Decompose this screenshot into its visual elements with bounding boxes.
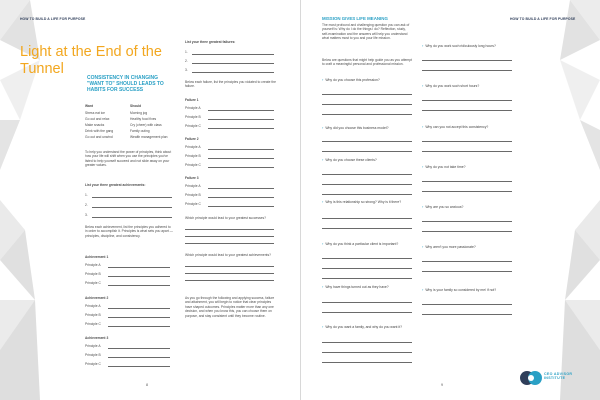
failures-list-title: List your three greatest failures: [185,40,236,44]
page-number-right: 9 [441,383,443,387]
principle-label: Principle A [185,145,201,149]
principle-label: Principle B [85,313,101,317]
question-item [322,200,401,204]
list-number: 3. [185,68,188,72]
arrow-icon: › [422,164,424,169]
write-in-line[interactable] [322,302,412,303]
question-item [422,125,488,129]
table-cell: Wealth management plan [130,135,168,139]
question-item [322,285,389,289]
write-in-line[interactable] [422,261,512,262]
question-text: Why have things turned out as they have? [325,285,389,289]
principle-label: Principle C [185,163,201,167]
write-in-line[interactable] [185,236,274,237]
question-text: Why do you think a particular client is important? [325,242,399,246]
achievement-label: Achievement 3 [85,336,109,340]
write-in-line[interactable] [322,312,412,313]
principle-label: Principle A [185,106,201,110]
write-in-line[interactable] [108,267,170,268]
question-text: Why do you choose these clients? [325,158,377,162]
page-header: HOW TO BUILD A LIFE FOR PURPOSE [20,17,86,21]
write-in-line[interactable] [108,285,170,286]
write-in-line[interactable] [422,191,512,192]
logo-heads-icon [520,368,542,388]
write-in-line[interactable] [422,221,512,222]
principle-label: Principle B [85,272,101,276]
write-in-line[interactable] [422,151,512,152]
achievements-list-title: List your three greatest achievements: [85,183,146,187]
principle-label: Principle A [85,263,101,267]
write-in-line[interactable] [322,114,412,115]
write-in-line[interactable] [422,314,512,315]
arrow-icon: › [422,244,424,249]
arrow-icon: › [422,287,424,292]
arrow-icon: › [422,43,424,48]
achievement-label: Achievement 2 [85,296,109,300]
achievement-label: Achievement 1 [85,255,109,259]
principle-label: Principle B [85,353,101,357]
question-item [322,158,377,162]
question-item [422,44,496,48]
principle-label: Principle A [85,304,101,308]
arrow-icon: › [422,83,424,88]
write-in-line[interactable] [322,218,412,219]
write-in-line[interactable] [422,231,512,232]
arrow-icon: › [322,199,324,204]
write-in-line[interactable] [185,243,274,244]
achievement-instructions: Below each achievement, list the principles you adhered to in order to accomplish it. Principles is what sets you apart — principles, discipline, and consistency. [85,225,173,238]
write-in-line[interactable] [185,280,274,281]
geometric-decoration-right [540,0,600,400]
list-number: 2. [185,59,188,63]
failure-label: Failure 1 [185,98,199,102]
list-number: 2. [85,203,88,207]
write-in-line[interactable] [322,362,412,363]
write-in-line[interactable] [422,271,512,272]
write-in-line[interactable] [92,207,172,208]
write-in-line[interactable] [108,308,170,309]
question-text: Why do you want a family, and why do you want it? [325,325,402,329]
write-in-line[interactable] [322,268,412,269]
principle-label: Principle C [85,362,101,366]
write-in-line[interactable] [108,326,170,327]
write-in-line[interactable] [322,151,412,152]
question-text: Why aren't you more passionate? [425,245,476,249]
write-in-line[interactable] [185,266,274,267]
arrow-icon: › [322,125,324,130]
write-in-line[interactable] [92,197,172,198]
table-cell: Morning jog [130,111,148,115]
write-in-line[interactable] [422,181,512,182]
table-cell: Go out and unwind [85,135,113,139]
write-in-line[interactable] [108,276,170,277]
question-text: Why is this relationship so strong? Why is it there? [325,200,402,204]
write-in-line[interactable] [208,206,274,207]
write-in-line[interactable] [108,317,170,318]
page-header-right: HOW TO BUILD A LIFE FOR PURPOSE [510,17,576,21]
table-cell: Healthy food fixes [130,117,157,121]
question-text: Why do you work such ridiculously long hours? [425,44,496,48]
write-in-line[interactable] [322,228,412,229]
table-cell: Go out and relax [85,117,110,121]
table-header-should: Should [130,104,142,108]
write-in-line[interactable] [208,197,274,198]
question-item [422,165,466,169]
list-number: 3. [85,213,88,217]
table-cell: Stress eat ice [85,111,105,115]
table-cell: Cry (cheer) with class [130,123,162,127]
write-in-line[interactable] [108,366,170,367]
table-cell: Drink with the gang [85,129,114,133]
write-in-line[interactable] [108,357,170,358]
write-in-line[interactable] [322,104,412,105]
page-title: Light at the End of the Tunnel [20,44,162,77]
arrow-icon: › [322,241,324,246]
arrow-icon: › [422,204,424,209]
section-subtitle: CONSISTENCY IN CHANGING "WANT TO" SHOULD LEADS TO HABITS FOR SUCCESS [87,75,164,94]
write-in-line[interactable] [422,70,512,71]
question-text: Why do you work such short hours? [425,84,480,88]
logo-text: CEO ADVISOR INSTITUTE [544,372,573,381]
write-in-line[interactable] [422,110,512,111]
write-in-line[interactable] [192,63,274,64]
write-in-line[interactable] [322,278,412,279]
ceo-advisor-logo [520,368,584,388]
write-in-line[interactable] [208,158,274,159]
write-in-line[interactable] [208,110,274,111]
failure-label: Failure 2 [185,137,199,141]
question-text: Why do you choose this profession? [325,78,380,82]
write-in-line[interactable] [208,119,274,120]
write-in-line[interactable] [208,128,274,129]
question-greatest-achievements: Which principle would lead to your greatest achievements? [185,253,271,257]
question-item [422,205,463,209]
principle-label: Principle C [185,202,201,206]
question-greatest-successes: Which principle would lead to your greatest successes? [185,216,266,220]
write-in-line[interactable] [322,184,412,185]
table-cell: Make snacks [85,123,105,127]
write-in-line[interactable] [422,60,512,61]
write-in-line[interactable] [322,94,412,95]
principle-label: Principle C [185,124,201,128]
intro-paragraph: To help you understand the power of principles, think about how your life will shift when you use the principles you've listed to help yourself succeed and not slide away on your greater values. [85,150,172,168]
write-in-line[interactable] [192,54,274,55]
arrow-icon: › [322,157,324,162]
list-number: 1. [85,193,88,197]
principle-label: Principle C [85,281,101,285]
write-in-line[interactable] [322,258,412,259]
failure-label: Failure 3 [185,176,199,180]
arrow-icon: › [422,124,424,129]
mission-intro-2: Below are questions that might help guide you as you attempt to craft a meaningful personal and professional mission. [322,58,412,67]
question-item [422,245,476,249]
question-item [422,84,479,88]
table-cell: Family outing [130,129,150,133]
write-in-line[interactable] [208,167,274,168]
question-item [322,78,380,82]
question-text: Why can you not accept this consistency? [425,125,489,129]
write-in-line[interactable] [422,304,512,305]
principle-label: Principle B [185,154,201,158]
question-item [322,126,388,130]
question-item [322,325,402,329]
write-in-line[interactable] [322,342,412,343]
principle-label: Principle A [185,184,201,188]
arrow-icon: › [322,284,324,289]
write-in-line[interactable] [108,348,170,349]
write-in-line[interactable] [322,194,412,195]
write-in-line[interactable] [422,100,512,101]
question-text: Why do you not take time? [425,165,466,169]
write-in-line[interactable] [92,217,172,218]
write-in-line[interactable] [185,229,274,230]
write-in-line[interactable] [322,174,412,175]
closing-paragraph: As you go through the following and applying success, failure and attainment, you will begin to notice that clear principles have shaped outcomes. Principles matter more than any one decision, and when you know this, you can choose them on purpose, and stay consistent until they become routine. [185,296,275,318]
principle-label: Principle B [185,193,201,197]
write-in-line[interactable] [322,352,412,353]
write-in-line[interactable] [322,141,412,142]
write-in-line[interactable] [422,141,512,142]
question-item [422,288,496,292]
mission-intro: The most profound and challenging question you can ask of yourself is: Why do I do the things I do? Reflection, study, self-examination and the answers will help you understand what matters most to you and your life mission. [322,23,410,41]
table-header-want: Want [85,104,93,108]
principle-label: Principle A [85,344,101,348]
failure-instructions: Below each failure, list the principles you violated to create the failure. [185,80,276,89]
write-in-line[interactable] [192,72,274,73]
principle-label: Principle C [85,322,101,326]
question-item [322,242,398,246]
arrow-icon: › [322,324,324,329]
principle-label: Principle B [185,115,201,119]
arrow-icon: › [322,77,324,82]
question-text: Why are you so anxious? [425,205,464,209]
write-in-line[interactable] [208,149,274,150]
write-in-line[interactable] [185,273,274,274]
section-title: MISSION GIVES LIFE MEANING [322,16,388,21]
page-spine [300,0,301,400]
question-text: Why is your family so considered by me/ if not? [425,288,497,292]
question-text: Why did you choose this business model? [325,126,389,130]
write-in-line[interactable] [208,188,274,189]
page-number: 8 [146,383,148,387]
list-number: 1. [185,50,188,54]
